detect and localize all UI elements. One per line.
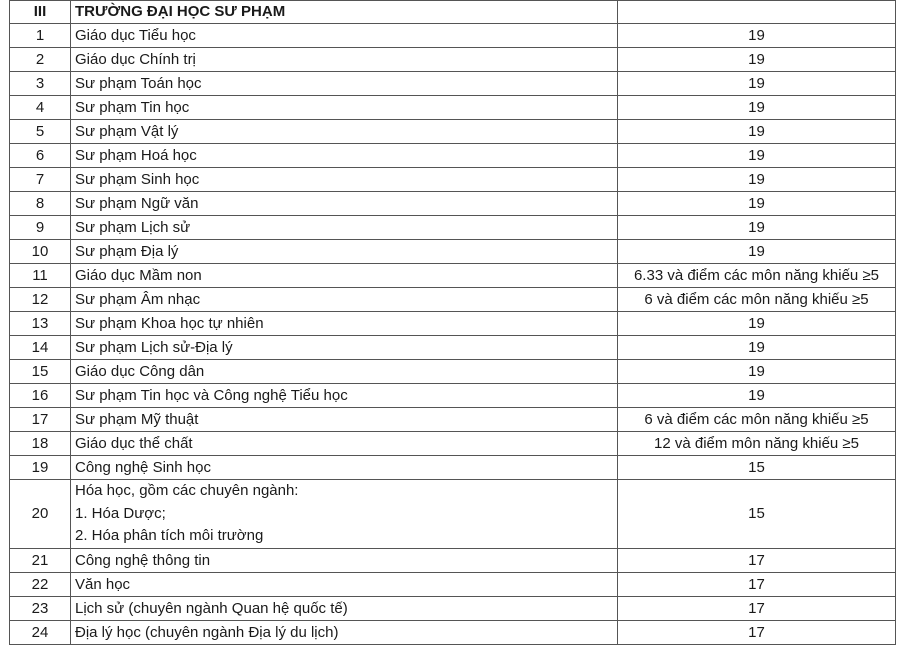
benchmark-score: 6 và điểm các môn năng khiếu ≥5 xyxy=(618,408,896,432)
benchmark-score: 15 xyxy=(618,456,896,480)
benchmark-score: 6 và điểm các môn năng khiếu ≥5 xyxy=(618,288,896,312)
table-row xyxy=(10,432,896,456)
table-row xyxy=(10,384,896,408)
table-row xyxy=(10,312,896,336)
major-name: Sư phạm Tin học và Công nghệ Tiểu học xyxy=(71,384,618,408)
row-number: 7 xyxy=(10,168,71,192)
major-name: Địa lý học (chuyên ngành Địa lý du lịch) xyxy=(71,621,618,645)
benchmark-score: 19 xyxy=(618,336,896,360)
major-name: Giáo dục Chính trị xyxy=(71,48,618,72)
major-name: Công nghệ Sinh học xyxy=(71,456,618,480)
row-number: 8 xyxy=(10,192,71,216)
table-row xyxy=(10,597,896,621)
major-name: Sư phạm Tin học xyxy=(71,96,618,120)
major-name-line: 2. Hóa phân tích môi trường xyxy=(75,527,264,545)
row-number: 24 xyxy=(10,621,71,645)
table-row xyxy=(10,480,896,549)
benchmark-score: 19 xyxy=(618,48,896,72)
table-row xyxy=(10,360,896,384)
benchmark-score: 19 xyxy=(618,240,896,264)
benchmark-score: 19 xyxy=(618,24,896,48)
major-name: Sư phạm Mỹ thuật xyxy=(71,408,618,432)
benchmark-score: 19 xyxy=(618,72,896,96)
benchmark-score: 19 xyxy=(618,144,896,168)
row-number: 9 xyxy=(10,216,71,240)
benchmark-score: 19 xyxy=(618,384,896,408)
benchmark-score: 19 xyxy=(618,312,896,336)
major-name: Sư phạm Địa lý xyxy=(71,240,618,264)
table-row xyxy=(10,72,896,96)
table-row xyxy=(10,456,896,480)
section-number: III xyxy=(10,1,71,24)
table-row xyxy=(10,96,896,120)
row-number: 13 xyxy=(10,312,71,336)
table-row xyxy=(10,192,896,216)
major-name: Sư phạm Lịch sử xyxy=(71,216,618,240)
row-number: 11 xyxy=(10,264,71,288)
row-number: 17 xyxy=(10,408,71,432)
row-number: 5 xyxy=(10,120,71,144)
row-number: 16 xyxy=(10,384,71,408)
section-title: TRƯỜNG ĐẠI HỌC SƯ PHẠM xyxy=(71,1,618,24)
major-name: Giáo dục Tiểu học xyxy=(71,24,618,48)
row-number: 3 xyxy=(10,72,71,96)
benchmark-score: 19 xyxy=(618,360,896,384)
table-row xyxy=(10,288,896,312)
major-name-line: 1. Hóa Dược; xyxy=(75,504,166,522)
major-name: Văn học xyxy=(71,573,618,597)
major-name: Sư phạm Sinh học xyxy=(71,168,618,192)
row-number: 2 xyxy=(10,48,71,72)
table-row xyxy=(10,168,896,192)
major-name xyxy=(71,480,618,549)
benchmark-score: 17 xyxy=(618,549,896,573)
table-row xyxy=(10,48,896,72)
major-name-line: Hóa học, gồm các chuyên ngành: xyxy=(75,482,299,499)
table-row xyxy=(10,216,896,240)
row-number: 6 xyxy=(10,144,71,168)
major-name: Giáo dục thể chất xyxy=(71,432,618,456)
admission-score-table xyxy=(9,0,896,645)
table-row xyxy=(10,120,896,144)
major-name: Lịch sử (chuyên ngành Quan hệ quốc tế) xyxy=(71,597,618,621)
row-number: 21 xyxy=(10,549,71,573)
benchmark-score: 15 xyxy=(618,480,896,549)
benchmark-score: 12 và điểm môn năng khiếu ≥5 xyxy=(618,432,896,456)
major-name: Giáo dục Mầm non xyxy=(71,264,618,288)
major-name: Sư phạm Âm nhạc xyxy=(71,288,618,312)
table-row xyxy=(10,573,896,597)
section-header-row xyxy=(10,1,896,24)
row-number: 12 xyxy=(10,288,71,312)
major-name: Công nghệ thông tin xyxy=(71,549,618,573)
row-number: 22 xyxy=(10,573,71,597)
row-number: 19 xyxy=(10,456,71,480)
row-number: 18 xyxy=(10,432,71,456)
major-name: Sư phạm Hoá học xyxy=(71,144,618,168)
row-number: 15 xyxy=(10,360,71,384)
row-number: 14 xyxy=(10,336,71,360)
table-row xyxy=(10,264,896,288)
benchmark-score: 19 xyxy=(618,168,896,192)
table-row xyxy=(10,549,896,573)
table-row xyxy=(10,621,896,645)
major-name: Sư phạm Khoa học tự nhiên xyxy=(71,312,618,336)
row-number: 1 xyxy=(10,24,71,48)
section-score-header xyxy=(618,1,896,24)
benchmark-score: 19 xyxy=(618,216,896,240)
major-name: Sư phạm Vật lý xyxy=(71,120,618,144)
benchmark-score: 17 xyxy=(618,597,896,621)
benchmark-score: 19 xyxy=(618,96,896,120)
row-number: 4 xyxy=(10,96,71,120)
table-row xyxy=(10,336,896,360)
major-name: Sư phạm Ngữ văn xyxy=(71,192,618,216)
table-row xyxy=(10,240,896,264)
benchmark-score: 17 xyxy=(618,621,896,645)
major-name: Sư phạm Toán học xyxy=(71,72,618,96)
row-number: 23 xyxy=(10,597,71,621)
benchmark-score: 19 xyxy=(618,192,896,216)
benchmark-score: 17 xyxy=(618,573,896,597)
row-number: 20 xyxy=(10,480,71,549)
benchmark-score: 6.33 và điểm các môn năng khiếu ≥5 xyxy=(618,264,896,288)
major-name: Sư phạm Lịch sử-Địa lý xyxy=(71,336,618,360)
major-name: Giáo dục Công dân xyxy=(71,360,618,384)
table-row xyxy=(10,24,896,48)
table-row xyxy=(10,144,896,168)
table-row xyxy=(10,408,896,432)
benchmark-score: 19 xyxy=(618,120,896,144)
row-number: 10 xyxy=(10,240,71,264)
